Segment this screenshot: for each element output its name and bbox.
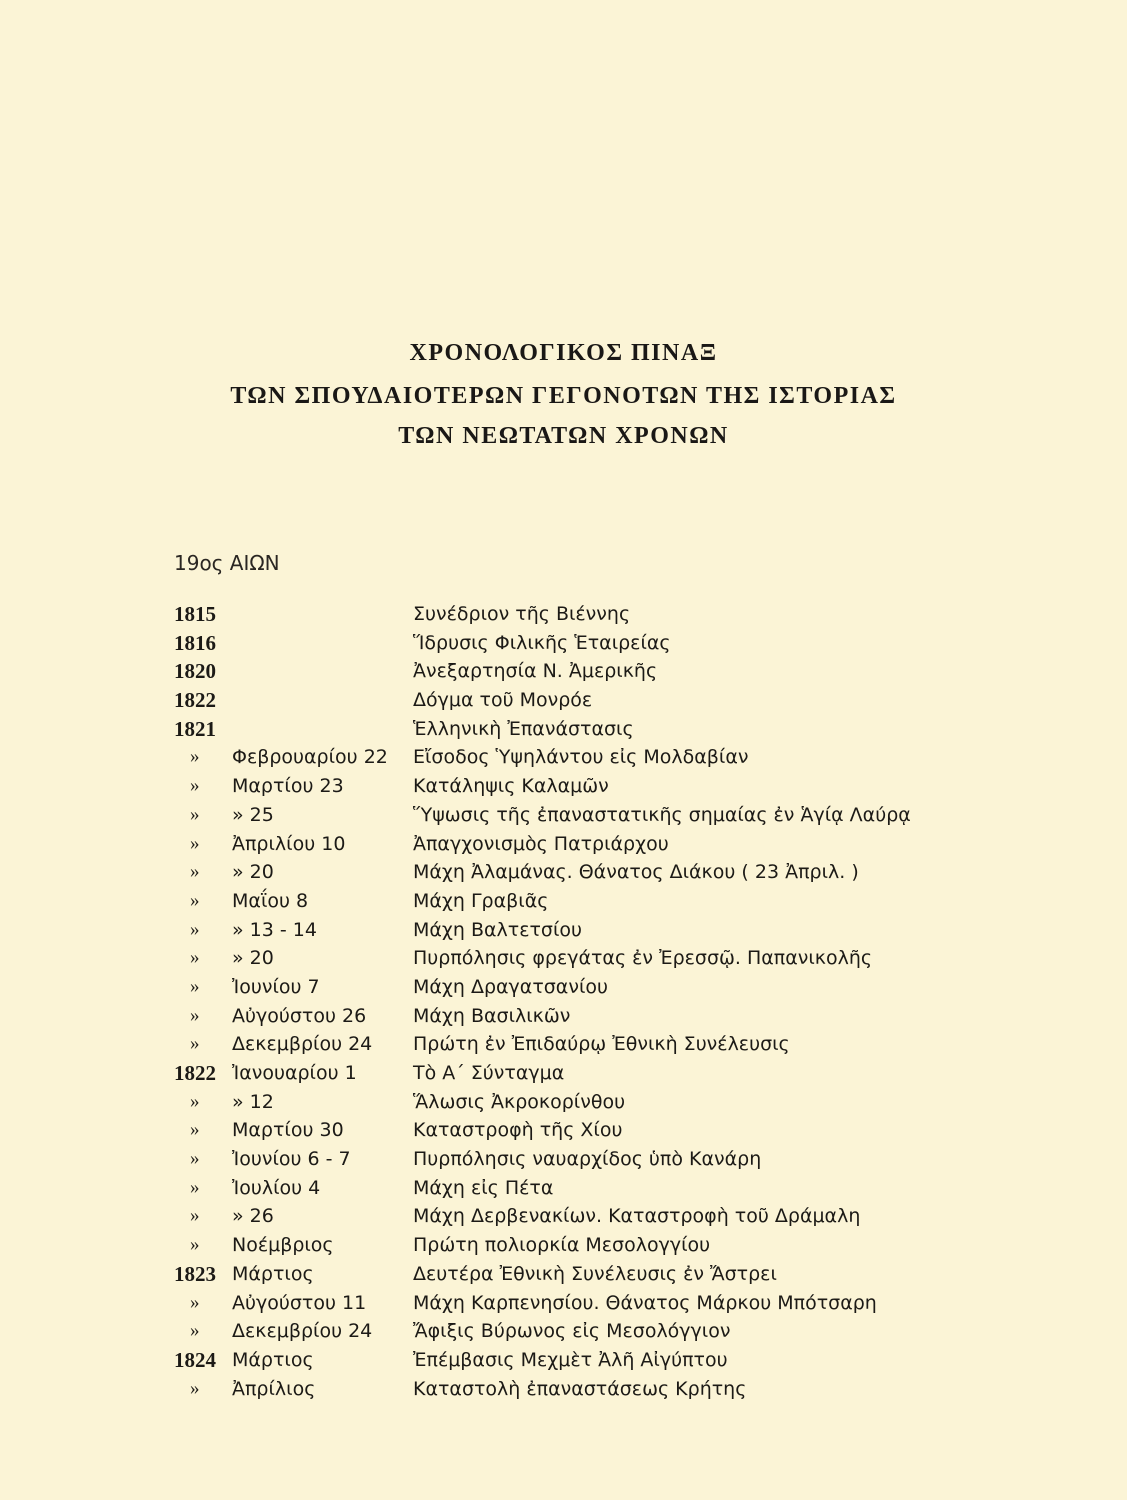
date-cell: Μαΐου 8 bbox=[232, 889, 309, 912]
table-row bbox=[0, 629, 1127, 658]
ditto-mark: » bbox=[190, 1148, 200, 1170]
table-row bbox=[0, 1088, 1127, 1117]
ditto-mark: » bbox=[190, 1033, 200, 1055]
year-cell: 1821 bbox=[174, 716, 216, 741]
table-row bbox=[0, 1030, 1127, 1059]
table-row bbox=[0, 887, 1127, 916]
century-heading: 19ος ΑΙΩΝ bbox=[174, 551, 280, 575]
ditto-mark: » bbox=[190, 1090, 200, 1112]
ditto-mark: » bbox=[190, 803, 200, 825]
ditto-mark: » bbox=[190, 1004, 200, 1026]
event-cell: Μάχη εἰς Πέτα bbox=[413, 1176, 554, 1199]
event-cell: Ἑλληνικὴ Ἐπανάστασις bbox=[413, 717, 634, 740]
event-cell: Πρώτη ἐν Ἐπιδαύρῳ Ἐθνικὴ Συνέλευσις bbox=[413, 1033, 790, 1056]
table-row bbox=[0, 1002, 1127, 1031]
ditto-mark: » bbox=[190, 832, 200, 854]
date-cell: Ἰανουαρίου 1 bbox=[232, 1062, 357, 1084]
ditto-mark: » bbox=[190, 975, 200, 997]
date-cell: Αὐγούστου 11 bbox=[232, 1291, 367, 1314]
event-cell: Μάχη Καρπενησίου. Θάνατος Μάρκου Μπότσαρη bbox=[413, 1291, 877, 1314]
ditto-mark: » bbox=[190, 889, 200, 911]
ditto-mark: » bbox=[190, 1291, 200, 1313]
title-line-2: ΤΩΝ ΣΠΟΥΔΑΙΟΤΕΡΩΝ ΓΕΓΟΝΟΤΩΝ ΤΗΣ ΙΣΤΟΡΙΑΣ bbox=[230, 383, 897, 409]
event-cell: Μάχη Βαλτετσίου bbox=[413, 918, 583, 941]
event-cell: Πρώτη πολιορκία Μεσολογγίου bbox=[413, 1234, 711, 1257]
table-row bbox=[0, 1059, 1127, 1088]
table-row bbox=[0, 1375, 1127, 1404]
date-cell: Φεβρουαρίου 22 bbox=[232, 746, 388, 769]
event-cell: Ἀνεξαρτησία Ν. Ἀμερικῆς bbox=[413, 660, 658, 683]
date-cell: Ἀπριλίου 10 bbox=[232, 832, 346, 855]
date-cell: Μαρτίου 30 bbox=[232, 1119, 344, 1142]
event-cell: Συνέδριον τῆς Βιέννης bbox=[413, 603, 631, 625]
event-cell: Κατάληψις Καλαμῶν bbox=[413, 775, 609, 798]
table-row bbox=[0, 686, 1127, 715]
event-cell: Δευτέρα Ἐθνικὴ Συνέλευσις ἐν Ἄστρει bbox=[413, 1262, 777, 1285]
ditto-mark: » bbox=[190, 1320, 200, 1342]
table-row bbox=[0, 1317, 1127, 1346]
date-cell: Νοέμβριος bbox=[232, 1234, 334, 1257]
date-cell: Ἰουλίου 4 bbox=[232, 1176, 321, 1199]
table-row bbox=[0, 772, 1127, 801]
event-cell: Ὕψωσις τῆς ἐπαναστατικῆς σημαίας ἐν Ἁγίᾳ Λαύρᾳ bbox=[413, 803, 911, 826]
ditto-mark: » bbox=[190, 775, 200, 797]
year-cell: 1822 bbox=[174, 688, 216, 713]
year-cell: 1824 bbox=[174, 1347, 216, 1372]
year-cell: 1820 bbox=[174, 659, 216, 684]
event-cell: Μάχη Δραγατσανίου bbox=[413, 975, 608, 998]
table-row bbox=[0, 657, 1127, 686]
date-cell: » 20 bbox=[232, 947, 274, 970]
date-cell: » 20 bbox=[232, 861, 274, 884]
date-cell: Δεκεμβρίου 24 bbox=[232, 1033, 373, 1056]
table-row bbox=[0, 1231, 1127, 1260]
table-row bbox=[0, 916, 1127, 945]
table-row bbox=[0, 973, 1127, 1002]
table-row bbox=[0, 1260, 1127, 1289]
table-row bbox=[0, 743, 1127, 772]
table-row bbox=[0, 830, 1127, 859]
date-cell: Αὐγούστου 26 bbox=[232, 1004, 367, 1027]
title-line-1: ΧΡΟΝΟΛΟΓΙΚΟΣ ΠΙΝΑΞ bbox=[409, 340, 718, 366]
table-row bbox=[0, 1289, 1127, 1318]
table-row bbox=[0, 801, 1127, 830]
ditto-mark: » bbox=[190, 918, 200, 940]
event-cell: Δόγμα τοῦ Μονρόε bbox=[413, 689, 593, 712]
table-row bbox=[0, 1346, 1127, 1375]
date-cell: Μάρτιος bbox=[232, 1348, 314, 1371]
table-row bbox=[0, 858, 1127, 887]
year-cell: 1816 bbox=[174, 630, 216, 655]
table-row bbox=[0, 944, 1127, 973]
event-cell: Εἴσοδος Ὑψηλάντου εἰς Μολδαβίαν bbox=[413, 746, 749, 769]
event-cell: Καταστολὴ ἐπαναστάσεως Κρήτης bbox=[413, 1377, 747, 1400]
ditto-mark: » bbox=[190, 1377, 200, 1399]
event-cell: Ἵδρυσις Φιλικῆς Ἑταιρείας bbox=[413, 631, 671, 654]
event-cell: Ἅλωσις Ἀκροκορίνθου bbox=[413, 1090, 626, 1113]
ditto-mark: » bbox=[190, 1205, 200, 1227]
ditto-mark: » bbox=[190, 1119, 200, 1141]
chronology-table bbox=[0, 600, 1127, 1403]
event-cell: Πυρπόλησις ναυαρχίδος ὑπὸ Κανάρη bbox=[413, 1148, 762, 1171]
date-cell: » 25 bbox=[232, 803, 274, 826]
date-cell: » 13 - 14 bbox=[232, 918, 317, 941]
table-row bbox=[0, 600, 1127, 629]
event-cell: Μάχη Βασιλικῶν bbox=[413, 1004, 571, 1027]
ditto-mark: » bbox=[190, 746, 200, 768]
date-cell: Ἰουνίου 6 - 7 bbox=[232, 1148, 351, 1171]
table-row bbox=[0, 1145, 1127, 1174]
date-cell: Μάρτιος bbox=[232, 1262, 314, 1285]
event-cell: Ἀπαγχονισμὸς Πατριάρχου bbox=[413, 832, 669, 855]
event-cell: Καταστροφὴ τῆς Χίου bbox=[413, 1119, 623, 1142]
ditto-mark: » bbox=[190, 947, 200, 969]
event-cell: Ἄφιξις Βύρωνος εἰς Μεσολόγγιον bbox=[413, 1320, 731, 1343]
event-cell: Τὸ Α΄ Σύνταγμα bbox=[413, 1062, 565, 1084]
event-cell: Ἐπέμβασις Μεχμὲτ Ἀλῆ Αἰγύπτου bbox=[413, 1348, 728, 1371]
ditto-mark: » bbox=[190, 1234, 200, 1256]
year-cell: 1822 bbox=[174, 1061, 216, 1085]
table-row bbox=[0, 1116, 1127, 1145]
event-cell: Μάχη Ἀλαμάνας. Θάνατος Διάκου ( 23 Ἀπριλ. ) bbox=[413, 861, 859, 884]
ditto-mark: » bbox=[190, 1176, 200, 1198]
date-cell: Ἀπρίλιος bbox=[232, 1377, 316, 1400]
table-row bbox=[0, 1174, 1127, 1203]
date-cell: Δεκεμβρίου 24 bbox=[232, 1320, 373, 1343]
date-cell: Μαρτίου 23 bbox=[232, 775, 344, 798]
table-row bbox=[0, 715, 1127, 744]
ditto-mark: » bbox=[190, 861, 200, 883]
event-cell: Μάχη Δερβενακίων. Καταστροφὴ τοῦ Δράμαλη bbox=[413, 1205, 861, 1228]
date-cell: » 12 bbox=[232, 1090, 274, 1113]
event-cell: Μάχη Γραβιᾶς bbox=[413, 889, 549, 912]
event-cell: Πυρπόλησις φρεγάτας ἐν Ἐρεσσῷ. Παπανικολῆς bbox=[413, 947, 873, 970]
date-cell: » 26 bbox=[232, 1205, 274, 1228]
title-line-3: ΤΩΝ ΝΕΩΤΑΤΩΝ ΧΡΟΝΩΝ bbox=[398, 423, 729, 449]
date-cell: Ἰουνίου 7 bbox=[232, 975, 320, 998]
year-cell: 1815 bbox=[174, 602, 216, 626]
table-row bbox=[0, 1202, 1127, 1231]
year-cell: 1823 bbox=[174, 1261, 216, 1286]
